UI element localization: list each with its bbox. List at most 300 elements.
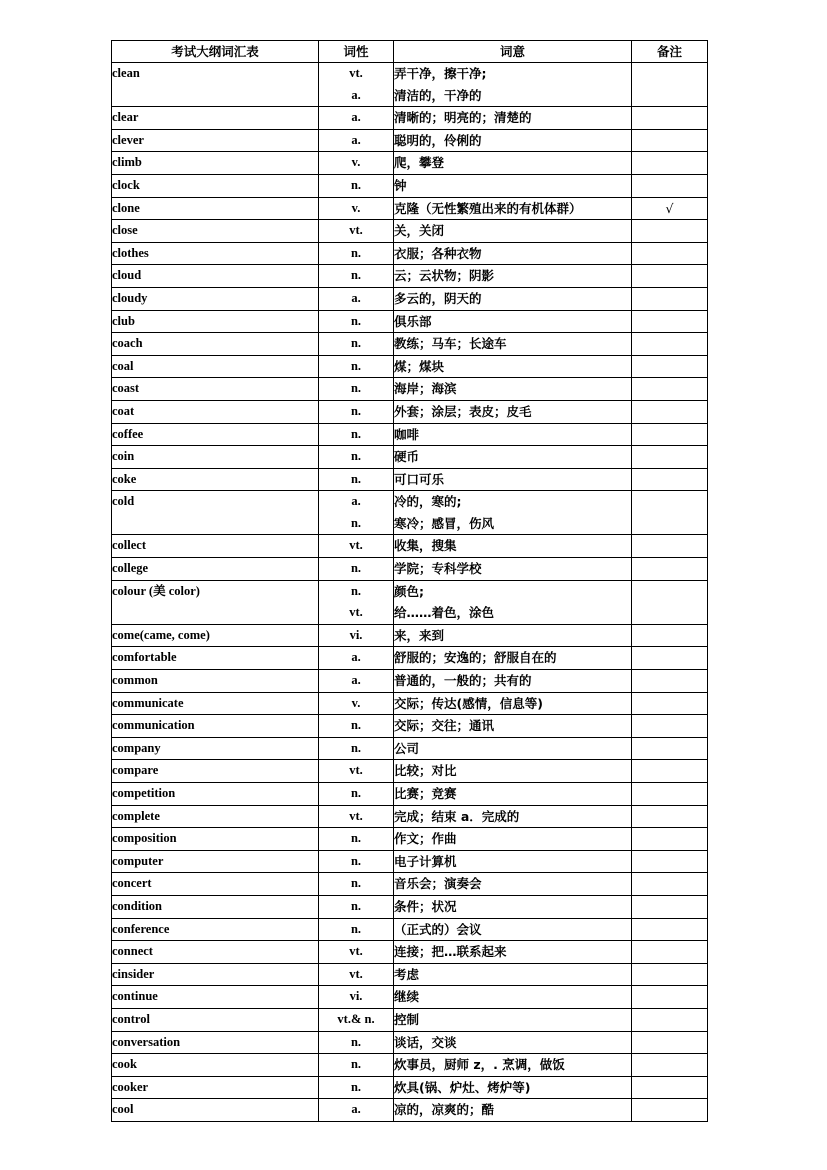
word-cell: clothes bbox=[112, 242, 319, 265]
note-cell bbox=[632, 491, 708, 535]
meaning-cell bbox=[394, 737, 632, 760]
meaning-cell bbox=[394, 423, 632, 446]
word-cell: cloudy bbox=[112, 287, 319, 310]
table-row bbox=[112, 400, 708, 423]
word-cell: composition bbox=[112, 828, 319, 851]
meaning-line: 交际；交往；通讯 bbox=[394, 718, 495, 734]
note-cell bbox=[632, 265, 708, 288]
pos-line: n. bbox=[350, 268, 362, 283]
meaning-line: 清晰的；明亮的；清楚的 bbox=[394, 110, 532, 126]
table-row bbox=[112, 558, 708, 581]
pos-line: n. bbox=[350, 561, 362, 576]
meaning-cell bbox=[394, 535, 632, 558]
word-cell: cool bbox=[112, 1099, 319, 1122]
pos-line: n. bbox=[350, 1034, 362, 1049]
note-cell bbox=[632, 400, 708, 423]
pos-line: vt. bbox=[349, 808, 363, 823]
pos-cell bbox=[319, 333, 394, 356]
word-cell: company bbox=[112, 737, 319, 760]
meaning-cell bbox=[394, 647, 632, 670]
meaning-line: 炊事员，厨师 z，. 烹调，做饭 bbox=[394, 1057, 565, 1073]
meaning-cell bbox=[394, 873, 632, 896]
table-row bbox=[112, 624, 708, 647]
pos-cell bbox=[319, 107, 394, 130]
note-cell bbox=[632, 783, 708, 806]
note-cell bbox=[632, 423, 708, 446]
word-cell: coat bbox=[112, 400, 319, 423]
table-row bbox=[112, 423, 708, 446]
note-cell bbox=[632, 873, 708, 896]
pos-cell bbox=[319, 446, 394, 469]
meaning-cell bbox=[394, 580, 632, 624]
table-row bbox=[112, 670, 708, 693]
table-row bbox=[112, 580, 708, 624]
pos-line: a. bbox=[351, 110, 361, 125]
pos-cell bbox=[319, 535, 394, 558]
pos-line: vt. bbox=[349, 966, 363, 981]
pos-line: a. bbox=[351, 132, 361, 147]
word-cell: coke bbox=[112, 468, 319, 491]
word-cell: competition bbox=[112, 783, 319, 806]
meaning-line: 关，关闭 bbox=[394, 223, 445, 239]
table-row bbox=[112, 287, 708, 310]
table-row bbox=[112, 197, 708, 220]
pos-line: n. bbox=[350, 358, 362, 373]
meaning-cell bbox=[394, 783, 632, 806]
note-cell bbox=[632, 310, 708, 333]
note-cell bbox=[632, 895, 708, 918]
pos-line: n. bbox=[350, 449, 362, 464]
pos-line: n. bbox=[350, 245, 362, 260]
meaning-cell bbox=[394, 446, 632, 469]
note-cell bbox=[632, 692, 708, 715]
pos-line: n. bbox=[350, 740, 362, 755]
pos-cell bbox=[319, 468, 394, 491]
meaning-line: 外套；涂层；表皮；皮毛 bbox=[394, 403, 532, 419]
meaning-cell bbox=[394, 220, 632, 243]
meaning-cell bbox=[394, 715, 632, 738]
pos-cell bbox=[319, 783, 394, 806]
vocabulary-table bbox=[111, 40, 708, 1122]
word-cell: coach bbox=[112, 333, 319, 356]
meaning-cell bbox=[394, 1008, 632, 1031]
meaning-line: 条件；状况 bbox=[394, 898, 457, 914]
table-row bbox=[112, 63, 708, 107]
meaning-cell bbox=[394, 895, 632, 918]
word-cell: common bbox=[112, 670, 319, 693]
pos-cell bbox=[319, 310, 394, 333]
meaning-cell bbox=[394, 242, 632, 265]
meaning-line: 舒服的；安逸的；舒服自在的 bbox=[394, 650, 557, 666]
word-cell: close bbox=[112, 220, 319, 243]
table-row bbox=[112, 918, 708, 941]
pos-line: n. bbox=[350, 786, 362, 800]
meaning-cell bbox=[394, 355, 632, 378]
pos-line: n. bbox=[350, 898, 362, 913]
pos-line: vt. bbox=[349, 605, 363, 620]
pos-line: a. bbox=[351, 1102, 361, 1117]
note-cell bbox=[632, 963, 708, 986]
table-row bbox=[112, 941, 708, 964]
meaning-line: （正式的）会议 bbox=[394, 921, 482, 937]
meaning-cell bbox=[394, 1099, 632, 1122]
pos-line: a. bbox=[351, 673, 361, 688]
pos-line: n. bbox=[350, 831, 362, 846]
meaning-line: 硬币 bbox=[394, 449, 420, 465]
table-row bbox=[112, 715, 708, 738]
meaning-line: 比较；对比 bbox=[394, 763, 457, 779]
pos-cell bbox=[319, 1031, 394, 1054]
note-cell bbox=[632, 918, 708, 941]
meaning-line: 凉的，凉爽的；酷 bbox=[394, 1102, 495, 1118]
word-cell: coffee bbox=[112, 423, 319, 446]
pos-cell bbox=[319, 963, 394, 986]
pos-line: n. bbox=[350, 177, 362, 192]
meaning-cell bbox=[394, 1054, 632, 1077]
pos-line: n. bbox=[350, 403, 362, 418]
meaning-cell bbox=[394, 1076, 632, 1099]
meaning-cell bbox=[394, 828, 632, 851]
meaning-cell bbox=[394, 378, 632, 401]
table-row bbox=[112, 692, 708, 715]
note-cell bbox=[632, 941, 708, 964]
meaning-line: 煤；煤块 bbox=[394, 358, 445, 374]
pos-cell bbox=[319, 63, 394, 107]
meaning-line: 爬，攀登 bbox=[394, 155, 445, 171]
table-row bbox=[112, 152, 708, 175]
pos-line: a. bbox=[351, 290, 361, 305]
meaning-cell bbox=[394, 310, 632, 333]
meaning-line: 俱乐部 bbox=[394, 313, 432, 329]
meaning-cell bbox=[394, 287, 632, 310]
pos-cell bbox=[319, 1099, 394, 1122]
pos-line: vi. bbox=[349, 627, 363, 642]
word-cell: clean bbox=[112, 63, 319, 107]
pos-cell bbox=[319, 558, 394, 581]
table-row bbox=[112, 310, 708, 333]
table-body bbox=[112, 63, 708, 1122]
table-row bbox=[112, 107, 708, 130]
note-cell bbox=[632, 805, 708, 828]
pos-line: n. bbox=[350, 336, 362, 351]
note-cell bbox=[632, 624, 708, 647]
table-row bbox=[112, 1099, 708, 1122]
pos-line: n. bbox=[350, 313, 362, 328]
pos-cell bbox=[319, 670, 394, 693]
table-row bbox=[112, 805, 708, 828]
word-cell: compare bbox=[112, 760, 319, 783]
word-cell: coast bbox=[112, 378, 319, 401]
pos-cell bbox=[319, 400, 394, 423]
note-cell bbox=[632, 670, 708, 693]
pos-line: vi. bbox=[349, 989, 363, 1004]
meaning-line: 公司 bbox=[394, 740, 420, 756]
pos-cell bbox=[319, 850, 394, 873]
table-row bbox=[112, 242, 708, 265]
meaning-line: 来，来到 bbox=[394, 627, 445, 643]
pos-cell bbox=[319, 737, 394, 760]
meaning-line: 云；云状物；阴影 bbox=[394, 268, 495, 284]
note-cell bbox=[632, 378, 708, 401]
meaning-line: 继续 bbox=[394, 989, 420, 1005]
note-cell bbox=[632, 535, 708, 558]
pos-line: n. bbox=[350, 876, 362, 891]
table-row bbox=[112, 963, 708, 986]
meaning-line: 弄干净，擦干净; bbox=[394, 66, 487, 81]
note-cell bbox=[632, 737, 708, 760]
meaning-cell bbox=[394, 174, 632, 197]
word-cell: cinsider bbox=[112, 963, 319, 986]
pos-line: a. bbox=[351, 650, 361, 665]
note-cell bbox=[632, 355, 708, 378]
note-cell bbox=[632, 287, 708, 310]
table-row bbox=[112, 333, 708, 356]
word-cell: cloud bbox=[112, 265, 319, 288]
pos-cell bbox=[319, 873, 394, 896]
meaning-cell bbox=[394, 333, 632, 356]
meaning-cell bbox=[394, 107, 632, 130]
pos-line: vt. bbox=[349, 223, 363, 238]
pos-line: vt. bbox=[349, 763, 363, 778]
pos-line: vt. bbox=[349, 944, 363, 959]
meaning-line: 比赛；竞赛 bbox=[394, 786, 457, 801]
meaning-line: 可口可乐 bbox=[394, 471, 445, 487]
note-cell bbox=[632, 715, 708, 738]
pos-cell bbox=[319, 287, 394, 310]
table-row bbox=[112, 873, 708, 896]
pos-line: n. bbox=[350, 471, 362, 486]
meaning-cell bbox=[394, 986, 632, 1009]
note-cell bbox=[632, 580, 708, 624]
meaning-line: 音乐会；演奏会 bbox=[394, 876, 482, 892]
pos-cell bbox=[319, 129, 394, 152]
meaning-line: 清洁的，干净的 bbox=[394, 87, 482, 103]
meaning-cell bbox=[394, 760, 632, 783]
meaning-cell bbox=[394, 400, 632, 423]
meaning-line: 克隆（无性繁殖出来的有机体群） bbox=[394, 200, 582, 216]
pos-line: n. bbox=[350, 381, 362, 396]
meaning-line: 完成；结束 a．完成的 bbox=[394, 808, 520, 824]
meaning-cell bbox=[394, 670, 632, 693]
word-cell: complete bbox=[112, 805, 319, 828]
pos-cell bbox=[319, 715, 394, 738]
note-cell bbox=[632, 63, 708, 107]
word-cell: college bbox=[112, 558, 319, 581]
pos-cell bbox=[319, 941, 394, 964]
meaning-line: 教练；马车；长途车 bbox=[394, 336, 507, 352]
meaning-line: 给……着色，涂色 bbox=[394, 605, 495, 621]
table-row bbox=[112, 265, 708, 288]
table-row bbox=[112, 355, 708, 378]
note-cell bbox=[632, 1076, 708, 1099]
meaning-line: 交际；传达(感情，信息等) bbox=[394, 695, 543, 711]
word-cell: cold bbox=[112, 491, 319, 535]
word-cell: climb bbox=[112, 152, 319, 175]
table-row bbox=[112, 737, 708, 760]
table-row bbox=[112, 986, 708, 1009]
table-row bbox=[112, 378, 708, 401]
word-cell: collect bbox=[112, 535, 319, 558]
meaning-line: 炊具(锅、炉灶、烤炉等) bbox=[394, 1079, 531, 1095]
note-cell: √ bbox=[632, 197, 708, 220]
word-cell: comfortable bbox=[112, 647, 319, 670]
meaning-line: 多云的，阴天的 bbox=[394, 290, 482, 306]
pos-cell bbox=[319, 692, 394, 715]
meaning-cell bbox=[394, 491, 632, 535]
meaning-cell bbox=[394, 265, 632, 288]
table-row bbox=[112, 491, 708, 535]
pos-line: n. bbox=[350, 921, 362, 936]
word-cell: control bbox=[112, 1008, 319, 1031]
meaning-line: 电子计算机 bbox=[394, 853, 457, 869]
meaning-line: 聪明的，伶俐的 bbox=[394, 132, 482, 148]
pos-cell bbox=[319, 197, 394, 220]
word-cell: cook bbox=[112, 1054, 319, 1077]
pos-cell bbox=[319, 423, 394, 446]
table-row bbox=[112, 828, 708, 851]
meaning-line: 颜色; bbox=[394, 583, 424, 599]
meaning-line: 控制 bbox=[394, 1011, 420, 1027]
pos-line: n. bbox=[350, 515, 362, 530]
meaning-line: 冷的，寒的; bbox=[394, 494, 462, 510]
meaning-line: 咖啡 bbox=[394, 426, 420, 442]
header-row bbox=[112, 41, 708, 63]
word-cell: club bbox=[112, 310, 319, 333]
table-row bbox=[112, 760, 708, 783]
pos-line: a. bbox=[351, 87, 361, 102]
pos-cell bbox=[319, 624, 394, 647]
note-cell bbox=[632, 1008, 708, 1031]
pos-line: vt. bbox=[349, 538, 363, 553]
pos-cell bbox=[319, 760, 394, 783]
pos-cell bbox=[319, 152, 394, 175]
pos-cell bbox=[319, 491, 394, 535]
header-note: 备注 bbox=[632, 41, 708, 63]
word-cell: coin bbox=[112, 446, 319, 469]
word-cell: concert bbox=[112, 873, 319, 896]
meaning-cell bbox=[394, 468, 632, 491]
meaning-cell bbox=[394, 624, 632, 647]
pos-cell bbox=[319, 805, 394, 828]
meaning-cell bbox=[394, 941, 632, 964]
pos-cell bbox=[319, 1008, 394, 1031]
pos-cell bbox=[319, 895, 394, 918]
word-cell: cooker bbox=[112, 1076, 319, 1099]
meaning-cell bbox=[394, 152, 632, 175]
pos-line: a. bbox=[351, 494, 361, 509]
meaning-line: 学院；专科学校 bbox=[394, 561, 482, 577]
pos-cell bbox=[319, 242, 394, 265]
header-pos: 词性 bbox=[319, 41, 394, 63]
header-word: 考试大纲词汇表 bbox=[112, 41, 319, 63]
table-row bbox=[112, 535, 708, 558]
word-cell: conference bbox=[112, 918, 319, 941]
pos-line: n. bbox=[350, 1057, 362, 1072]
table-row bbox=[112, 1076, 708, 1099]
table-row bbox=[112, 174, 708, 197]
pos-cell bbox=[319, 1054, 394, 1077]
note-cell bbox=[632, 1054, 708, 1077]
pos-line: n. bbox=[350, 583, 362, 598]
pos-cell bbox=[319, 647, 394, 670]
meaning-line: 衣服；各种衣物 bbox=[394, 245, 482, 261]
pos-cell bbox=[319, 1076, 394, 1099]
table-row bbox=[112, 850, 708, 873]
word-cell: communication bbox=[112, 715, 319, 738]
note-cell bbox=[632, 174, 708, 197]
meaning-line: 普通的，一般的；共有的 bbox=[394, 673, 532, 689]
note-cell bbox=[632, 242, 708, 265]
note-cell bbox=[632, 647, 708, 670]
meaning-cell bbox=[394, 197, 632, 220]
note-cell bbox=[632, 446, 708, 469]
pos-line: vt. bbox=[349, 66, 363, 80]
note-cell bbox=[632, 129, 708, 152]
table-row bbox=[112, 895, 708, 918]
note-cell bbox=[632, 107, 708, 130]
meaning-cell bbox=[394, 963, 632, 986]
pos-line: n. bbox=[350, 426, 362, 441]
meaning-line: 连接；把…联系起来 bbox=[394, 944, 507, 960]
word-cell: conversation bbox=[112, 1031, 319, 1054]
header-meaning: 词意 bbox=[394, 41, 632, 63]
meaning-line: 钟 bbox=[394, 177, 407, 193]
table-row bbox=[112, 468, 708, 491]
pos-cell bbox=[319, 174, 394, 197]
pos-cell bbox=[319, 355, 394, 378]
word-cell: clone bbox=[112, 197, 319, 220]
word-cell: colour (美 color) bbox=[112, 580, 319, 624]
word-cell: computer bbox=[112, 850, 319, 873]
pos-line: v. bbox=[351, 200, 361, 215]
pos-line: n. bbox=[350, 718, 362, 733]
pos-cell bbox=[319, 828, 394, 851]
pos-line: v. bbox=[351, 695, 361, 710]
meaning-cell bbox=[394, 805, 632, 828]
meaning-cell bbox=[394, 850, 632, 873]
note-cell bbox=[632, 468, 708, 491]
meaning-cell bbox=[394, 692, 632, 715]
table-row bbox=[112, 220, 708, 243]
meaning-cell bbox=[394, 918, 632, 941]
pos-line: vt.& n. bbox=[337, 1011, 375, 1026]
table-row bbox=[112, 446, 708, 469]
pos-cell bbox=[319, 580, 394, 624]
meaning-line: 谈话，交谈 bbox=[394, 1034, 457, 1050]
table-row bbox=[112, 647, 708, 670]
word-cell: clock bbox=[112, 174, 319, 197]
table-row bbox=[112, 129, 708, 152]
pos-cell bbox=[319, 378, 394, 401]
note-cell bbox=[632, 558, 708, 581]
word-cell: clever bbox=[112, 129, 319, 152]
pos-cell bbox=[319, 220, 394, 243]
note-cell bbox=[632, 152, 708, 175]
word-cell: communicate bbox=[112, 692, 319, 715]
meaning-line: 海岸；海滨 bbox=[394, 381, 457, 397]
pos-cell bbox=[319, 265, 394, 288]
meaning-line: 收集，搜集 bbox=[394, 538, 457, 554]
note-cell bbox=[632, 986, 708, 1009]
note-cell bbox=[632, 1099, 708, 1122]
meaning-line: 考虑 bbox=[394, 966, 420, 982]
note-cell bbox=[632, 333, 708, 356]
table-row bbox=[112, 783, 708, 806]
meaning-cell bbox=[394, 558, 632, 581]
word-cell: coal bbox=[112, 355, 319, 378]
meaning-cell bbox=[394, 129, 632, 152]
meaning-cell bbox=[394, 63, 632, 107]
